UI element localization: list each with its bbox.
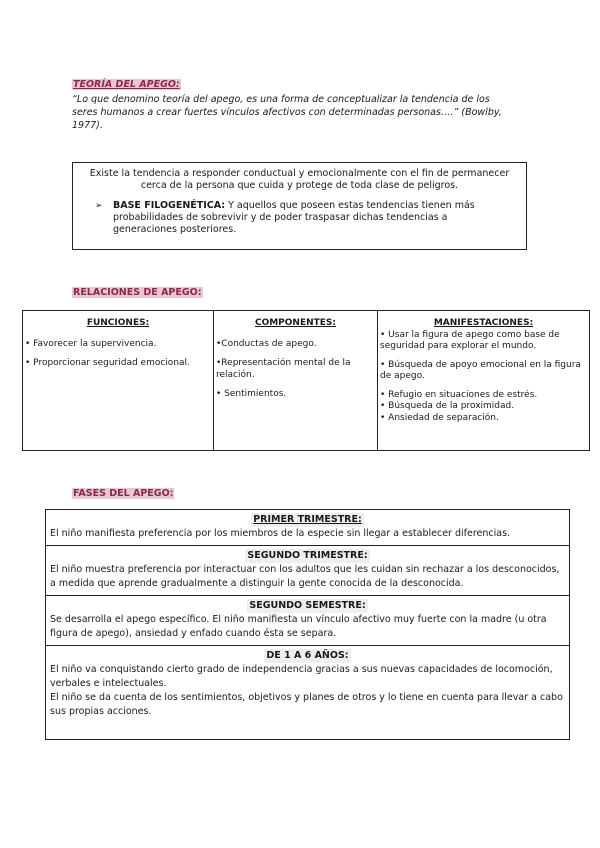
base-filogenetica-item (73, 200, 526, 236)
quote-line-1: “Lo que denomino teoría del apego, es una forma de conceptualizar la tendencia de los (72, 94, 490, 105)
componente-item: •Conductas de apego. (216, 338, 317, 349)
fase-title: SEGUNDO TRIMESTRE: (247, 550, 368, 561)
fase-text: El niño va conquistando cierto grado de independencia gracias a sus nuevas capacidades de locomoción, verbales e intelectuales. (50, 664, 553, 689)
fase-text: Se desarrolla el apego específico. El niño manifiesta un vínculo afectivo muy fuerte con la madre (u otra figura de apego), ansiedad y enfado cuando ésta se separa. (50, 614, 547, 639)
relaciones-title: RELACIONES DE APEGO: (73, 287, 202, 298)
fase-segundo-semestre (46, 596, 569, 646)
teoria-section (72, 72, 542, 132)
arrow-bullet-icon: ➢ (95, 201, 103, 211)
manifestacion-item: • Búsqueda de apoyo emocional en la figura de apego. (380, 359, 581, 381)
manifestacion-item: • Refugio en situaciones de estrés. (380, 389, 538, 400)
componente-item: •Representación mental de la relación. (216, 358, 351, 380)
header-funciones: FUNCIONES: (86, 318, 150, 328)
col-funciones (23, 311, 214, 451)
fases-box (45, 509, 570, 740)
relaciones-heading (72, 280, 203, 299)
funcion-item: • Favorecer la supervivencia. (25, 338, 157, 349)
fase-text-2: El niño se da cuenta de los sentimientos, objetivos y planes de otros y lo tiene en cuenta para llevar a cabo sus propias acciones. (50, 692, 563, 717)
fase-text: El niño muestra preferencia por interactuar con los adultos que les cuidan sin rechazar a los desconocidos, a medida que aprende gradualmente a distinguir la gente conocida de la desconocida. (50, 564, 560, 589)
quote-line-2: seres humanos a crear fuertes vínculos afectivos con determinadas personas….” (Bowlby, (72, 107, 502, 118)
bullet-content (113, 200, 508, 236)
quote-line-3: 1977). (72, 120, 103, 131)
fase-title: PRIMER TRIMESTRE: (253, 514, 362, 525)
manifestacion-item: • Ansiedad de separación. (380, 412, 499, 423)
fase-segundo-trimestre (46, 546, 569, 596)
relaciones-table (22, 310, 590, 451)
manifestacion-item: • Búsqueda de la proximidad. (380, 401, 515, 411)
fases-title: FASES DEL APEGO: (73, 488, 174, 499)
col-componentes (214, 311, 378, 451)
teoria-title: TEORÍA DEL APEGO: (73, 79, 180, 90)
funcion-item: • Proporcionar seguridad emocional. (25, 358, 190, 368)
header-componentes: COMPONENTES: (254, 318, 337, 328)
fase-title: DE 1 A 6 AÑOS: (266, 650, 349, 661)
fase-primer-trimestre (46, 510, 569, 546)
bullet-text: Y aquellos que poseen estas tendencias tienen más probabilidades de sobrevivir y de poder traspasar dichas tendencias a generaciones posteriores. (113, 200, 475, 235)
teoria-quote (72, 93, 542, 132)
fase-text: El niño manifiesta preferencia por los miembros de la especie sin llegar a establecer diferencias. (50, 528, 511, 539)
fase-title: SEGUNDO SEMESTRE: (249, 600, 366, 611)
definition-line-1: Existe la tendencia a responder conductual y emocionalmente con el fin de permanecer (89, 168, 510, 179)
col-manifestaciones (378, 311, 590, 451)
fase-1-a-6-anos (46, 646, 569, 739)
fases-heading (72, 481, 174, 500)
manifestacion-item: • Usar la figura de apego como base de seguridad para explorar el mundo. (380, 329, 560, 351)
definition-line-2: cerca de la persona que cuida y protege de toda clase de peligros. (140, 180, 459, 191)
header-manifestaciones: MANIFESTACIONES: (433, 318, 534, 328)
componente-item: • Sentimientos. (216, 389, 287, 399)
definition-box (72, 162, 527, 250)
bullet-bold: BASE FILOGENÉTICA: (113, 200, 226, 211)
